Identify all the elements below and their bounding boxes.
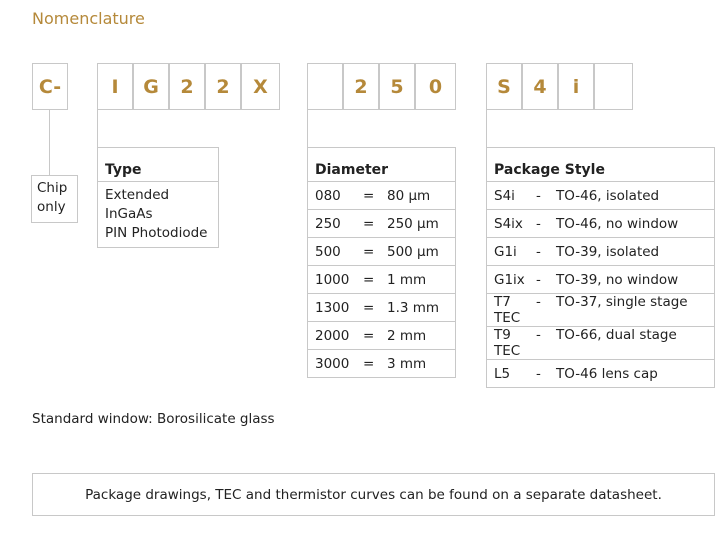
diameter-row <box>308 350 456 378</box>
diameter-equals: = <box>363 215 375 232</box>
connector-line <box>97 110 98 148</box>
package-desc: TO-39, isolated <box>556 243 660 260</box>
type-description <box>98 182 219 248</box>
package-row <box>487 238 715 266</box>
diameter-row <box>308 238 456 266</box>
datasheet-note: Package drawings, TEC and thermistor curves can be found on a separate datasheet. <box>32 473 715 516</box>
code-diameter-box <box>307 63 343 110</box>
standard-window-text: Standard window: Borosilicate glass <box>32 411 275 427</box>
code-diameter-box: 2 <box>343 63 379 110</box>
diameter-equals: = <box>363 243 375 260</box>
package-code: G1ix <box>494 271 525 288</box>
package-desc: TO-39, no window <box>556 271 679 288</box>
diameter-code: 3000 <box>315 355 350 372</box>
package-dash: - <box>536 327 541 343</box>
diameter-code: 080 <box>315 187 341 204</box>
code-type-box: G <box>133 63 169 110</box>
package-dash: - <box>536 215 541 232</box>
package-dash: - <box>536 243 541 260</box>
package-header: Package Style <box>487 148 715 182</box>
diameter-value: 1 mm <box>387 271 427 288</box>
code-prefix-box: C- <box>32 63 68 110</box>
diameter-value: 250 µm <box>387 215 439 232</box>
package-table <box>486 147 715 388</box>
diameter-row <box>308 182 456 210</box>
diameter-value: 3 mm <box>387 355 427 372</box>
diameter-table <box>307 147 456 378</box>
type-line: Extended InGaAs <box>105 187 170 222</box>
connector-line <box>49 110 50 175</box>
diameter-row <box>308 210 456 238</box>
package-code: S4i <box>494 187 515 204</box>
diameter-value: 2 mm <box>387 327 427 344</box>
package-row <box>487 327 715 360</box>
package-code: S4ix <box>494 215 523 232</box>
package-code: G1i <box>494 243 517 260</box>
package-desc: TO-46, isolated <box>556 187 660 204</box>
diameter-code: 250 <box>315 215 341 232</box>
diameter-value: 80 µm <box>387 187 431 204</box>
chip-only-box: Chip only <box>31 175 78 223</box>
diameter-equals: = <box>363 187 375 204</box>
code-package-box: 4 <box>522 63 558 110</box>
package-dash: - <box>536 294 541 310</box>
diameter-code: 1300 <box>315 299 350 316</box>
code-diameter-box: 0 <box>415 63 456 110</box>
diameter-value: 500 µm <box>387 243 439 260</box>
package-desc: TO-37, single stage TEC <box>494 294 688 326</box>
package-desc: TO-66, dual stage TEC <box>494 327 677 359</box>
package-code: T9 <box>494 327 511 343</box>
page-title: Nomenclature <box>32 9 145 28</box>
type-header: Type <box>98 148 219 182</box>
connector-line <box>486 110 487 148</box>
type-line: PIN Photodiode <box>105 225 208 241</box>
diameter-equals: = <box>363 327 375 344</box>
code-type-box: I <box>97 63 133 110</box>
package-code: T7 <box>494 294 511 310</box>
code-type-box: 2 <box>169 63 205 110</box>
diameter-row <box>308 294 456 322</box>
diameter-equals: = <box>363 299 375 316</box>
diameter-value: 1.3 mm <box>387 299 440 316</box>
diameter-row <box>308 266 456 294</box>
package-dash: - <box>536 271 541 288</box>
code-package-box: i <box>558 63 594 110</box>
package-row <box>487 360 715 388</box>
code-diameter-box: 5 <box>379 63 415 110</box>
code-type-box: 2 <box>205 63 241 110</box>
package-row <box>487 210 715 238</box>
code-package-box <box>594 63 633 110</box>
package-code: L5 <box>494 365 511 382</box>
diameter-equals: = <box>363 355 375 372</box>
connector-line <box>307 110 308 148</box>
diameter-code: 500 <box>315 243 341 260</box>
diameter-code: 1000 <box>315 271 350 288</box>
package-row <box>487 182 715 210</box>
type-table <box>97 147 219 248</box>
package-desc: TO-46, no window <box>556 215 679 232</box>
package-desc: TO-46 lens cap <box>556 365 658 382</box>
package-row <box>487 266 715 294</box>
diameter-row <box>308 322 456 350</box>
code-type-box: X <box>241 63 280 110</box>
diameter-code: 2000 <box>315 327 350 344</box>
package-row <box>487 294 715 327</box>
diameter-header: Diameter <box>308 148 456 182</box>
diameter-equals: = <box>363 271 375 288</box>
package-dash: - <box>536 187 541 204</box>
code-package-box: S <box>486 63 522 110</box>
package-dash: - <box>536 365 541 382</box>
